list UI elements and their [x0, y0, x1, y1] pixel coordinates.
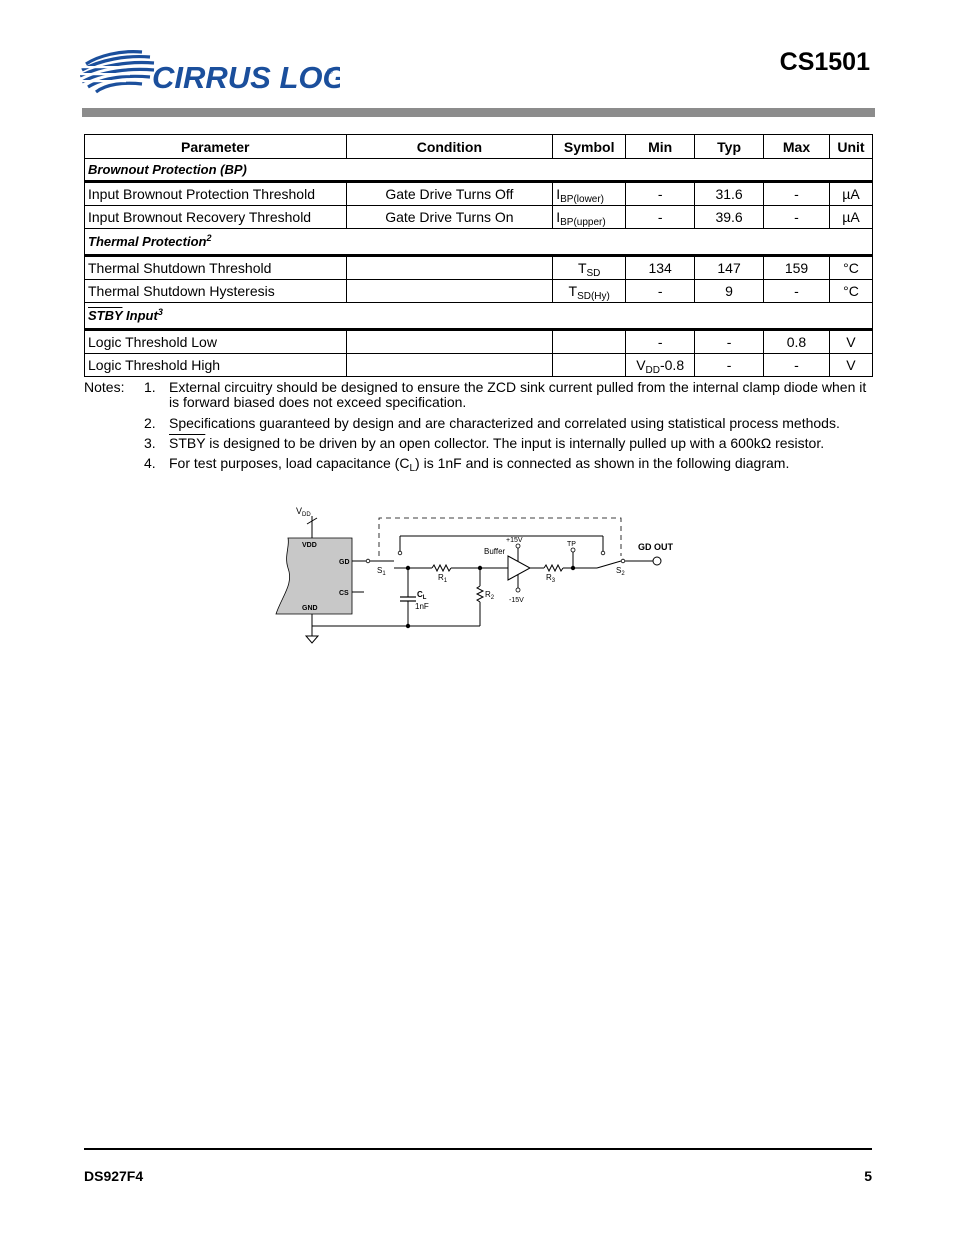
chip-gd-pin: GD	[339, 559, 350, 566]
specifications-table	[84, 134, 873, 377]
cirrus-logo-swirl-icon	[80, 44, 340, 100]
gd-out-terminal	[653, 557, 661, 565]
section-title: Brownout Protection (BP)	[88, 162, 247, 177]
parameter-cell: Logic Threshold High	[85, 354, 347, 377]
r3-label: $R_3$	[546, 573, 556, 584]
typ-cell: -	[695, 354, 764, 377]
minus15-terminal	[516, 588, 520, 592]
unit-cell: °C	[829, 256, 872, 280]
s1-bypass-contact	[398, 551, 402, 555]
typ-cell: 147	[695, 256, 764, 280]
buffer-amplifier	[508, 556, 530, 580]
note-text: External circuitry should be designed to ensure the ZCD sink current pulled from the internal clamp diode when it is forward biased does not exceed specification.	[169, 379, 867, 410]
unit-cell: µA	[829, 182, 872, 206]
notes-heading: Notes:	[84, 379, 125, 395]
table-row	[85, 182, 873, 206]
symbol-cell: $I_{BP(upper)}$	[553, 206, 626, 229]
max-cell: -	[764, 206, 830, 229]
parameter-cell: Input Brownout Recovery Threshold	[85, 206, 347, 229]
parameter-cell: Input Brownout Protection Threshold	[85, 182, 347, 206]
column-header: Unit	[829, 135, 872, 159]
table-row	[85, 206, 873, 229]
footnote-ref: 2	[206, 233, 212, 243]
typ-cell: -	[695, 330, 764, 354]
column-header: Parameter	[85, 135, 347, 159]
section-title-overline: STBY	[88, 308, 123, 323]
column-header: Max	[764, 135, 830, 159]
section-header-thermal	[85, 229, 873, 256]
chip-cs-pin: CS	[339, 590, 349, 597]
table-row	[85, 354, 873, 377]
section-title: Input	[122, 308, 158, 323]
table-header-row	[85, 135, 873, 159]
cirrus-logic-logo	[80, 44, 340, 100]
symbol-cell: $T_{SD(Hy)}$	[553, 280, 626, 303]
header-rule	[82, 108, 875, 117]
section-header-brownout	[85, 159, 873, 182]
column-header: Symbol	[553, 135, 626, 159]
condition-cell	[346, 330, 553, 354]
plus15-label: +15V	[506, 537, 523, 544]
s2-bypass-contact	[601, 551, 605, 555]
max-cell: -	[764, 280, 830, 303]
symbol-cell	[553, 330, 626, 354]
min-cell: 134	[626, 256, 695, 280]
cl-label: $C_L$	[417, 590, 427, 601]
s2-label: $S_2$	[616, 566, 625, 577]
column-header: Min	[626, 135, 695, 159]
cl-value: 1nF	[415, 602, 429, 611]
column-header: Typ	[695, 135, 764, 159]
section-title: Thermal Protection	[88, 234, 207, 249]
minus15-label: -15V	[509, 597, 524, 604]
unit-cell: °C	[829, 280, 872, 303]
parameter-cell: Logic Threshold Low	[85, 330, 347, 354]
max-cell: 0.8	[764, 330, 830, 354]
tp-terminal	[571, 548, 575, 552]
footer-rule	[84, 1148, 872, 1150]
min-cell: -	[626, 182, 695, 206]
tp-label: TP	[567, 541, 576, 548]
note-number: 4.	[144, 455, 156, 471]
condition-cell: Gate Drive Turns Off	[346, 182, 553, 206]
parameter-cell: Thermal Shutdown Threshold	[85, 256, 347, 280]
note-number: 2.	[144, 415, 156, 431]
typ-cell: 31.6	[695, 182, 764, 206]
note-text: Specifications guaranteed by design and are characterized and correlated using statistical process methods.	[169, 415, 840, 431]
min-cell: -	[626, 206, 695, 229]
max-cell: 159	[764, 256, 830, 280]
condition-cell: Gate Drive Turns On	[346, 206, 553, 229]
plus15-terminal	[516, 544, 520, 548]
symbol-cell: $T_{SD}$	[553, 256, 626, 280]
parameter-cell: Thermal Shutdown Hysteresis	[85, 280, 347, 303]
typ-cell: 39.6	[695, 206, 764, 229]
column-header: Condition	[346, 135, 553, 159]
r1-label: $R_1$	[438, 573, 448, 584]
table-row	[85, 280, 873, 303]
min-cell: -	[626, 280, 695, 303]
gd-out-label: GD OUT	[638, 542, 673, 552]
condition-cell	[346, 354, 553, 377]
test-circuit-diagram	[260, 500, 700, 650]
unit-cell: V	[829, 354, 872, 377]
typ-cell: 9	[695, 280, 764, 303]
min-cell: $V_{DD}-0.8$	[626, 354, 695, 377]
max-cell: -	[764, 354, 830, 377]
r3-resistor	[544, 565, 563, 571]
chip-body	[276, 538, 352, 614]
buffer-label: Buffer	[484, 547, 506, 556]
symbol-cell	[553, 354, 626, 377]
brand-name: CIRRUS LO	[152, 60, 323, 95]
page-number: 5	[864, 1168, 872, 1184]
r1-resistor	[432, 565, 451, 571]
r2-label: $R_2$	[485, 590, 495, 601]
table-row	[85, 256, 873, 280]
doc-number: DS927F4	[84, 1168, 144, 1184]
s2-contact	[621, 559, 625, 563]
table-row	[85, 330, 873, 354]
unit-cell: V	[829, 330, 872, 354]
registered-mark: ®	[327, 67, 333, 76]
condition-cell	[346, 256, 553, 280]
symbol-cell: $I_{BP(lower)}$	[553, 182, 626, 206]
ground-icon	[306, 636, 318, 643]
s1-label: $S_1$	[377, 566, 386, 577]
note-text: STBY is designed to be driven by an open collector. The input is internally pulled up with a 600kΩ resistor.	[169, 435, 825, 451]
min-cell: -	[626, 330, 695, 354]
section-header-stby	[85, 303, 873, 330]
note-number: 1.	[144, 379, 156, 395]
r2-resistor	[477, 586, 483, 602]
vdd-supply-label: $V_{DD}$	[296, 506, 311, 518]
document-id: CS1501	[779, 48, 870, 76]
chip-gnd-pin: GND	[302, 605, 318, 612]
footnote-ref: 3	[157, 307, 163, 317]
unit-cell: µA	[829, 206, 872, 229]
chip-vdd-pin: VDD	[302, 542, 317, 549]
note-number: 3.	[144, 435, 156, 451]
max-cell: -	[764, 182, 830, 206]
note-text: For test purposes, load capacitance $(C_L)$ is 1nF and is connected as shown in the following diagram.	[169, 455, 790, 474]
s1-contact	[366, 559, 370, 563]
condition-cell	[346, 280, 553, 303]
